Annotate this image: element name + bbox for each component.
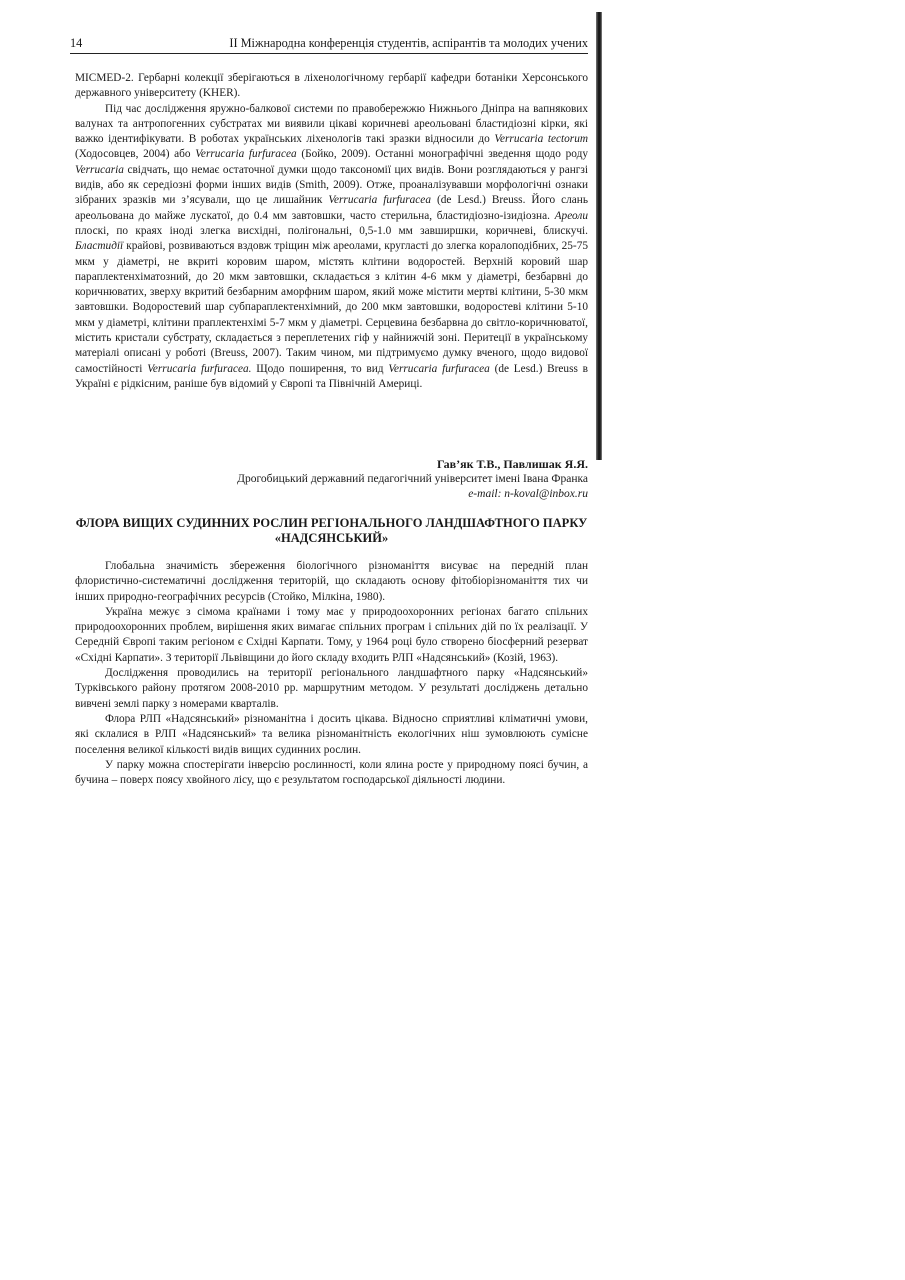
genus-name: Verrucaria: [75, 163, 124, 176]
affiliation: Дрогобицький державний педагогічний університет імені Івана Франка: [237, 473, 588, 485]
text-run: (de Lesd.) Breuss в Україні є рідкісним, раніше був відомий у Європі та Північній Америці.: [75, 362, 588, 390]
email: e-mail: n-koval@inbox.ru: [468, 488, 588, 500]
species-name: Verrucaria furfuracea: [328, 194, 431, 207]
article-2-title: ФЛОРА ВИЩИХ СУДИННИХ РОСЛИН РЕГІОНАЛЬНОГО ЛАНДШАФТНОГО ПАРКУ «НАДСЯНСЬКИЙ»: [75, 516, 588, 545]
article-2-paragraph: Дослідження проводились на території регіонального ландшафтного парку «Надсянський» Турківського району протягом 2008-2010 рр. маршрутним методом. У результаті досліджень детально вивчені землі парку з номерами кварталів.: [75, 667, 588, 710]
article-1-body: [75, 71, 588, 392]
article-2-paragraph: У парку можна спостерігати інверсію рослинності, коли ялина росте у природному поясі бучин, а бучина – поверх поясу хвойного лісу, що є результатом господарської діяльності людини.: [75, 758, 588, 787]
article-2-paragraph: Україна межує з сімома країнами і тому має у природоохоронних регіонах багато спільних природоохоронних проблем, вирішення яких вимагає спільних програм і спільних дій по їх реалізації. У Середній Європі таким регіоном є Східні Карпати. Тому, у 1964 році було створено біосферний резерват «Східні Карпати». З території Львівщини до його складу входить РЛП «Надсянський» (Козій, 1963).: [75, 605, 588, 664]
text-run: свідчать, що немає остаточної думки щодо таксономії цих видів. Вони розглядаються у рангзі видів, або як середіозні форми інших видів (Smith, 2009). Отже, проаналізувавши морфологічні ознаки зібраних зразків ми з’ясували, що це лишайник: [75, 163, 588, 207]
article-2-body: [75, 559, 588, 788]
species-name: Verrucaria furfuracea.: [147, 362, 252, 375]
species-name: Verrucaria furfuracea: [195, 148, 297, 161]
species-name: Verrucaria tectorum: [494, 133, 588, 146]
running-header: [70, 36, 588, 54]
species-name: Verrucaria furfuracea: [388, 362, 490, 375]
article-2-paragraph: Глобальна значимість збереження біологічного різноманіття висуває на передній план флористично-систематичні дослідження територій, що складають основу фітобіорізноманіття тих чи інших природно-географічних ресурсів (Стойко, Мілкіна, 1980).: [75, 560, 588, 603]
article-1-paragraph-1: MICMED-2. Гербарні колекції зберігаються в ліхенологічному гербарії кафедри ботаніки Херсонського державного університету (KHER).: [75, 72, 588, 100]
text-run: Під час дослідження яружно-балкової системи по правобережжю Нижнього Дніпра на вапнякових валунах та антропогенних субстратах ми виявили цікаві коричневі ареольовані бластидіозні кірки, які важко ідентифікувати. В роботах українських ліхенологів такі зразки відносили до: [75, 102, 588, 146]
authors: Гав’як Т.В., Павлишак Я.Я.: [437, 457, 588, 471]
text-run: (de Lesd.) Breuss. Його слань ареольована до майже лускатої, до 0.4 мм завтовшки, часто стерильна, бластидіозно-ізидіозна.: [75, 194, 588, 222]
running-title: II Міжнародна конференція студентів, аспірантів та молодих учених: [229, 36, 588, 50]
text-run: плоскі, по краях іноді злегка висхідні, полігональні, 0,5-1.0 мм завширшки, коричневі, блискучі.: [75, 224, 588, 237]
text-run: (Ходосовцев, 2004) або: [75, 148, 196, 161]
text-run: Щодо поширення, то вид: [251, 362, 389, 375]
scan-edge-mark: [596, 12, 602, 460]
article-2-paragraph: Флора РЛП «Надсянський» різноманітна і досить цікава. Відносно сприятливі кліматичні умови, які склалися в РЛП «Надсянський» та велика різноманітність екологічних ніш зумовлюють сумісне поселення великої кількості видів вищих судинних рослин.: [75, 712, 588, 756]
article-2-byline: [75, 457, 588, 502]
term: Бластидії: [75, 240, 124, 253]
text-run: (Бойко, 2009). Останні монографічні зведення щодо роду: [296, 148, 589, 161]
text-run: крайові, розвиваються вздовж тріщин між ареолами, кругласті до злегка коралоподібних, 25-75 мкм у діаметрі, не вкриті коровим шаром, містять клітини водоростей. Верхній коровий шар параплектенхіматозний, до 20 мкм завтовшки, складається з клітин 4-6 мкм у діаметрі, безбарвні до коричнюватих, зверху вкритий безбарним аморфним шаром, який може містити мертві клітини, 5-30 мкм завтовшки. Водоростевий шар субпараплектенхімний, до 200 мкм завтовшки, водоростеві клітини 5-10 мкм у діаметрі, клітини праплектенхімі 5-7 мкм у діаметрі. Серцевина безбарвна до світло-коричнюватої, містить кристали субстрату, складається з переплетених гіф у найнижчій зоні. Перитеції в українському матеріалі описані у роботі (Breuss, 2007). Таким чином, ми підтримуємо думку вченого, щодо видової самостійності: [75, 240, 588, 375]
term: Ареоли: [554, 209, 588, 222]
page-number: 14: [70, 36, 83, 50]
article-1-paragraph-2: [75, 102, 588, 393]
